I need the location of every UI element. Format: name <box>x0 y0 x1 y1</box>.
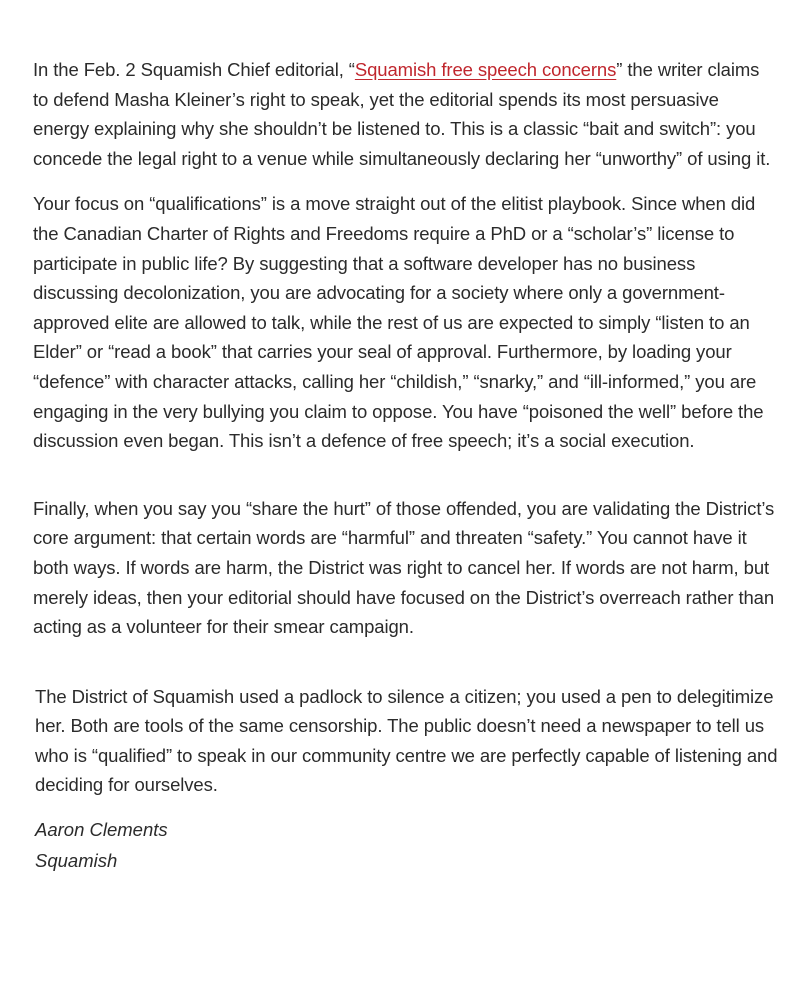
intro-text-before-link: In the Feb. 2 Squamish Chief editorial, “ <box>33 59 355 80</box>
paragraph-intro <box>33 55 778 173</box>
paragraph-conclusion: The District of Squamish used a padlock to silence a citizen; you used a pen to delegitimize her. Both are tools of the same censorship. The public doesn’t need a newspaper to tell us who is “qualified” to speak in our community centre we are perfectly capable of listening and deciding for ourselves. <box>35 685 778 796</box>
paragraph-hurt: Finally, when you say you “share the hurt” of those offended, you are validating the District’s core argument: that certain words are “harmful” and threaten “safety.” You cannot have it both ways. If words are harm, the District was right to cancel her. If words are not harm, but merely ideas, then your editorial should have focused on the District’s overreach rather than acting as a volunteer for their smear campaign. <box>33 497 775 638</box>
paragraph-qualifications: Your focus on “qualifications” is a move straight out of the elitist playbook. Since when did the Canadian Charter of Rights and Freedoms require a PhD or a “scholar’s” license to participate in public life? By suggesting that a software developer has no business discussing decolonization, you are advocating for a society where only a government-approved elite are allowed to talk, while the rest of us are expected to simply “listen to an Elder” or “read a book” that carries your seal of approval. Furthermore, by loading your “defence” with character attacks, calling her “childish,” “snarky,” and “ill-informed,” you are engaging in the very bullying you claim to oppose. You have “poisoned the well” before the discussion even began. This isn’t a defence of free speech; it’s a social execution. <box>33 193 764 452</box>
author-location: Squamish <box>35 850 118 872</box>
author-name: Aaron Clements <box>35 819 168 841</box>
letter-to-editor <box>33 55 778 876</box>
signature <box>33 814 778 876</box>
intro-text-after-link: ” the writer claims to defend Masha Kleiner’s right to speak, yet the editorial spends its most persuasive energy explaining why she shouldn’t be listened to. This is a classic “bait and switch”: you concede the legal right to a venue while simultaneously declaring her “unworthy” of using it. <box>33 59 771 169</box>
editorial-link[interactable]: Squamish free speech concerns <box>354 59 617 80</box>
